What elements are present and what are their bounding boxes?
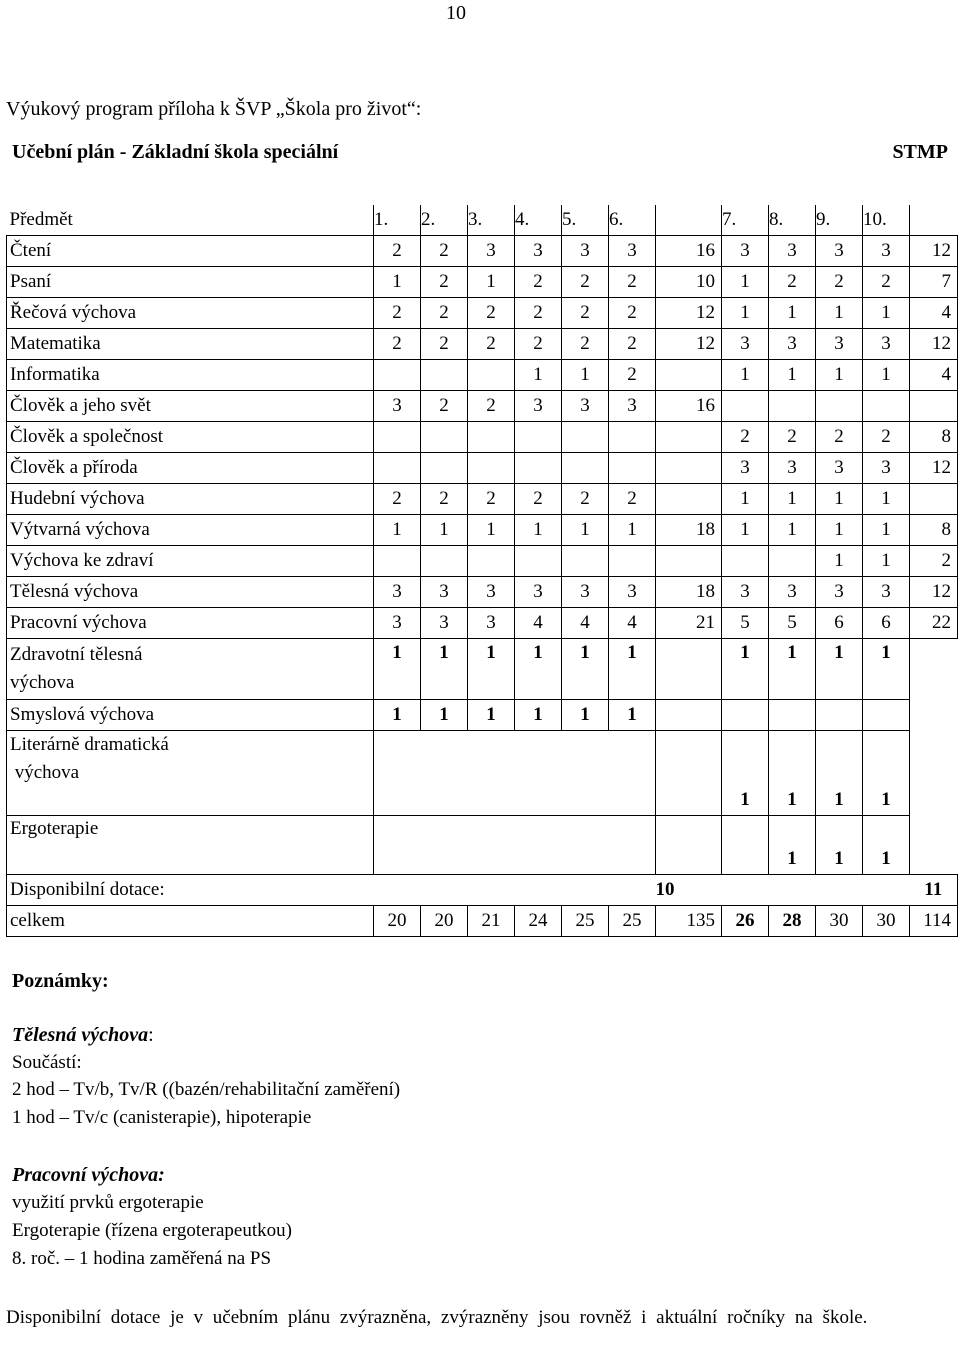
grade-value	[722, 816, 769, 875]
grade-value: 16	[656, 236, 722, 267]
grade-value: 2	[609, 267, 656, 298]
grade-value: 1	[421, 515, 468, 546]
total-value: 30	[816, 906, 863, 937]
grade-value: 2	[562, 329, 609, 360]
grade-value	[515, 546, 562, 577]
grade-value: 1	[374, 267, 421, 298]
grade-value: 4	[562, 608, 609, 639]
grade-value: 1	[722, 267, 769, 298]
grade-value: 1	[863, 546, 910, 577]
subject-name: Člověk a jeho svět	[7, 391, 374, 422]
header-grade: 5.	[562, 205, 609, 236]
grade-value: 3	[421, 577, 468, 608]
header-grade: 7.	[722, 205, 769, 236]
grade-value	[468, 360, 515, 391]
grade-value: 5	[722, 608, 769, 639]
grade-value	[910, 391, 958, 422]
grade-value	[769, 391, 816, 422]
grade-value	[374, 816, 656, 875]
grade-value: 1	[769, 484, 816, 515]
grade-value: 1	[722, 360, 769, 391]
grade-value	[468, 546, 515, 577]
grade-value	[722, 391, 769, 422]
subject-row	[7, 639, 958, 700]
subject-name: Smyslová výchova	[7, 700, 374, 731]
grade-value	[656, 639, 722, 700]
grade-value: 2	[468, 298, 515, 329]
subject-name: Informatika	[7, 360, 374, 391]
grade-value: 2	[562, 484, 609, 515]
total-value: 26	[722, 906, 769, 937]
grade-value: 2	[769, 267, 816, 298]
pv-note-line: Ergoterapie (řízena ergoterapeutkou)	[12, 1220, 292, 1241]
grade-value: 1	[562, 700, 609, 731]
grade-value: 2	[421, 329, 468, 360]
grade-value: 2	[374, 236, 421, 267]
grade-value: 1	[374, 639, 421, 700]
grade-value: 2	[421, 298, 468, 329]
grade-value	[374, 546, 421, 577]
grade-value	[421, 360, 468, 391]
total-value: 25	[609, 906, 656, 937]
grade-value: 16	[656, 391, 722, 422]
disponibilni-label: Disponibilní dotace:	[7, 875, 374, 906]
grade-value	[656, 360, 722, 391]
pv-note-line: využití prvků ergoterapie	[12, 1192, 204, 1213]
grade-value	[769, 700, 816, 731]
total-value: 20	[374, 906, 421, 937]
subject-name: Hudební výchova	[7, 484, 374, 515]
grade-value: 2	[468, 484, 515, 515]
header-grade: 1.	[374, 205, 421, 236]
grade-value: 3	[863, 577, 910, 608]
grade-value: 1	[609, 515, 656, 546]
grade-value: 1	[769, 360, 816, 391]
grade-value: 1	[722, 639, 769, 700]
grade-value: 2	[515, 329, 562, 360]
grade-value: 1	[769, 639, 816, 700]
grade-value: 1	[816, 360, 863, 391]
grade-value: 12	[910, 577, 958, 608]
header-grade: 8.	[769, 205, 816, 236]
grade-value: 3	[374, 577, 421, 608]
grade-value: 6	[816, 608, 863, 639]
grade-value: 1	[609, 639, 656, 700]
grade-value	[910, 484, 958, 515]
grade-value	[769, 546, 816, 577]
grade-value	[374, 422, 421, 453]
subject-name: Ergoterapie	[7, 816, 374, 875]
grade-value	[656, 700, 722, 731]
grade-value: 3	[722, 453, 769, 484]
header-grade: 4.	[515, 205, 562, 236]
grade-value: 1	[468, 267, 515, 298]
header-subject: Předmět	[9, 209, 73, 230]
total-label: celkem	[7, 906, 374, 937]
subject-row	[7, 360, 958, 391]
grade-value: 2	[515, 484, 562, 515]
grade-value: 1	[863, 298, 910, 329]
grade-value: 22	[910, 608, 958, 639]
grade-value: 2	[722, 422, 769, 453]
grade-value	[421, 453, 468, 484]
grade-value: 5	[769, 608, 816, 639]
total-row	[7, 906, 958, 937]
subject-row	[7, 453, 958, 484]
grade-value	[722, 700, 769, 731]
grade-value: 2	[421, 267, 468, 298]
grade-value	[468, 422, 515, 453]
grade-value: 2	[421, 391, 468, 422]
subject-row	[7, 577, 958, 608]
grade-value: 1	[609, 700, 656, 731]
grade-value: 1	[816, 731, 863, 816]
subject-row	[7, 236, 958, 267]
header-grade	[910, 205, 958, 236]
grade-value	[656, 816, 722, 875]
grade-value: 3	[722, 236, 769, 267]
grade-value	[609, 422, 656, 453]
grade-value: 1	[863, 816, 910, 875]
grade-value: 2	[562, 267, 609, 298]
grade-value: 2	[910, 546, 958, 577]
grade-value: 3	[468, 608, 515, 639]
grade-value	[515, 422, 562, 453]
grade-value: 10	[656, 267, 722, 298]
grade-value: 1	[769, 816, 816, 875]
grade-value: 18	[656, 515, 722, 546]
subject-name: Člověk a příroda	[7, 453, 374, 484]
total-value: 25	[562, 906, 609, 937]
grade-value: 3	[374, 391, 421, 422]
total-value: 28	[769, 906, 816, 937]
total-value: 135	[656, 906, 722, 937]
grade-value: 1	[722, 515, 769, 546]
grade-value: 3	[468, 577, 515, 608]
grade-value: 3	[562, 236, 609, 267]
grade-value	[562, 546, 609, 577]
grade-value: 8	[910, 515, 958, 546]
grade-value: 3	[562, 577, 609, 608]
subject-name: Pracovní výchova	[7, 608, 374, 639]
grade-value	[374, 731, 656, 816]
page-number: 10	[446, 2, 466, 24]
grade-value: 3	[769, 329, 816, 360]
grade-value: 12	[910, 453, 958, 484]
grade-value: 1	[816, 546, 863, 577]
grade-value	[910, 816, 958, 875]
grade-value	[722, 875, 910, 906]
subject-row	[7, 484, 958, 515]
subject-row	[7, 731, 958, 816]
subject-row	[7, 546, 958, 577]
grade-value: 7	[910, 267, 958, 298]
grade-value: 1	[816, 484, 863, 515]
grade-value: 1	[863, 515, 910, 546]
grade-value: 2	[769, 422, 816, 453]
grade-value: 1	[374, 700, 421, 731]
disponibilni-row	[7, 875, 958, 906]
grade-value: 1	[816, 298, 863, 329]
grade-value: 3	[863, 329, 910, 360]
grade-value: 3	[374, 608, 421, 639]
grade-value	[656, 546, 722, 577]
tv-note-line: Součástí:	[12, 1052, 82, 1073]
pv-note-line: 8. roč. – 1 hodina zaměřená na PS	[12, 1248, 272, 1269]
grade-value	[421, 546, 468, 577]
document-title: Výukový program příloha k ŠVP „Škola pro život“:	[6, 98, 422, 120]
grade-value: 3	[722, 329, 769, 360]
grade-value: 4	[910, 360, 958, 391]
grade-value	[421, 422, 468, 453]
grade-value: 3	[769, 236, 816, 267]
header-grade	[656, 205, 722, 236]
grade-value	[374, 875, 656, 906]
grade-value: 2	[609, 298, 656, 329]
grade-value: 1	[722, 298, 769, 329]
grade-value: 2	[515, 298, 562, 329]
table-header-row	[7, 205, 958, 236]
grade-value	[562, 422, 609, 453]
grade-value: 2	[816, 267, 863, 298]
grade-value	[468, 453, 515, 484]
subject-row	[7, 515, 958, 546]
grade-value: 3	[562, 391, 609, 422]
subject-row	[7, 267, 958, 298]
grade-value	[863, 391, 910, 422]
pv-note-title: Pracovní výchova:	[12, 1164, 165, 1186]
grade-value: 2	[374, 329, 421, 360]
header-grade: 2.	[421, 205, 468, 236]
grade-value: 12	[656, 329, 722, 360]
grade-value	[816, 391, 863, 422]
header-grade: 3.	[468, 205, 515, 236]
tv-note-title: Tělesná výchova:	[12, 1024, 154, 1046]
grade-value: 1	[468, 639, 515, 700]
grade-value: 3	[769, 577, 816, 608]
grade-value: 3	[468, 236, 515, 267]
grade-value: 4	[609, 608, 656, 639]
grade-value: 1	[863, 731, 910, 816]
tv-note-line: 1 hod – Tv/c (canisterapie), hipoterapie	[12, 1107, 312, 1128]
curriculum-table	[6, 205, 958, 937]
grade-value: 3	[816, 577, 863, 608]
grade-value	[656, 484, 722, 515]
grade-value: 3	[722, 577, 769, 608]
grade-value: 1	[515, 639, 562, 700]
grade-value: 1	[722, 731, 769, 816]
header-grade: 9.	[816, 205, 863, 236]
subject-name: Tělesná výchova	[7, 577, 374, 608]
grade-value: 1	[722, 484, 769, 515]
grade-value: 2	[515, 267, 562, 298]
grade-value	[609, 453, 656, 484]
footer-note: Disponibilní dotace je v učebním plánu zvýrazněna, zvýrazněny jsou rovněž i aktuální ročníky na škole.	[6, 1307, 868, 1328]
grade-value	[515, 453, 562, 484]
grade-value: 2	[863, 422, 910, 453]
grade-value: 2	[609, 329, 656, 360]
total-value: 20	[421, 906, 468, 937]
subject-name: Výchova ke zdraví	[7, 546, 374, 577]
grade-value: 2	[863, 267, 910, 298]
grade-value	[609, 546, 656, 577]
grade-value	[863, 700, 910, 731]
grade-value	[910, 700, 958, 731]
grade-value: 1	[769, 515, 816, 546]
subject-name: Literárně dramatická výchova	[7, 731, 374, 816]
grade-value: 1	[863, 484, 910, 515]
subject-name: Psaní	[7, 267, 374, 298]
grade-value: 1	[816, 639, 863, 700]
grade-value: 4	[515, 608, 562, 639]
grade-value: 1	[515, 360, 562, 391]
grade-value	[656, 731, 722, 816]
grade-value: 1	[374, 515, 421, 546]
grade-value: 2	[374, 484, 421, 515]
grade-value: 2	[468, 391, 515, 422]
grade-value: 1	[468, 700, 515, 731]
grade-value: 6	[863, 608, 910, 639]
subject-name: Matematika	[7, 329, 374, 360]
grade-value: 3	[816, 329, 863, 360]
total-value: 114	[910, 906, 958, 937]
grade-value: 1	[816, 515, 863, 546]
grade-value: 1	[769, 731, 816, 816]
grade-value: 3	[816, 453, 863, 484]
subject-name: Čtení	[7, 236, 374, 267]
grade-value: 1	[421, 639, 468, 700]
grade-value: 3	[609, 391, 656, 422]
grade-value: 2	[609, 484, 656, 515]
grade-value: 3	[609, 236, 656, 267]
notes-heading: Poznámky:	[12, 970, 109, 992]
grade-value: 21	[656, 608, 722, 639]
grade-value: 3	[515, 236, 562, 267]
grade-value	[562, 453, 609, 484]
subject-row	[7, 422, 958, 453]
grade-value: 2	[374, 298, 421, 329]
grade-value: 3	[421, 608, 468, 639]
grade-value: 1	[562, 515, 609, 546]
grade-value	[374, 360, 421, 391]
grade-value: 3	[863, 453, 910, 484]
grade-value: 3	[863, 236, 910, 267]
subject-name: Zdravotní tělesná výchova	[7, 639, 374, 700]
total-value: 30	[863, 906, 910, 937]
subject-row	[7, 608, 958, 639]
grade-value: 1	[515, 700, 562, 731]
grade-value: 1	[421, 700, 468, 731]
grade-value: 3	[515, 391, 562, 422]
grade-value: 12	[910, 329, 958, 360]
subject-name: Člověk a společnost	[7, 422, 374, 453]
grade-value	[910, 731, 958, 816]
grade-value: 1	[562, 639, 609, 700]
subject-row	[7, 700, 958, 731]
grade-value: 1	[863, 360, 910, 391]
disponibilni-value: 11	[910, 875, 958, 906]
grade-value	[656, 453, 722, 484]
grade-value: 8	[910, 422, 958, 453]
subject-row	[7, 329, 958, 360]
grade-value: 3	[769, 453, 816, 484]
grade-value: 3	[515, 577, 562, 608]
subject-name: Řečová výchova	[7, 298, 374, 329]
header-grade: 10.	[863, 205, 910, 236]
grade-value: 1	[769, 298, 816, 329]
tv-note-line: 2 hod – Tv/b, Tv/R ((bazén/rehabilitační zaměření)	[12, 1079, 401, 1100]
document-subtitle: Učební plán - Základní škola speciální	[12, 141, 339, 163]
grade-value: 1	[562, 360, 609, 391]
total-value: 21	[468, 906, 515, 937]
grade-value: 2	[609, 360, 656, 391]
grade-value	[374, 453, 421, 484]
grade-value: 18	[656, 577, 722, 608]
disponibilni-value: 10	[656, 875, 722, 906]
grade-value: 1	[863, 639, 910, 700]
grade-value: 4	[910, 298, 958, 329]
grade-value: 2	[421, 484, 468, 515]
grade-value: 2	[468, 329, 515, 360]
subject-row	[7, 816, 958, 875]
grade-value: 12	[910, 236, 958, 267]
grade-value	[656, 422, 722, 453]
subject-row	[7, 298, 958, 329]
grade-value: 2	[816, 422, 863, 453]
grade-value: 3	[816, 236, 863, 267]
grade-value: 1	[468, 515, 515, 546]
subject-row	[7, 391, 958, 422]
subject-name: Výtvarná výchova	[7, 515, 374, 546]
grade-value	[816, 700, 863, 731]
grade-value	[910, 639, 958, 700]
grade-value	[722, 546, 769, 577]
grade-value: 1	[816, 816, 863, 875]
grade-value: 12	[656, 298, 722, 329]
grade-value: 1	[515, 515, 562, 546]
header-grade: 6.	[609, 205, 656, 236]
grade-value: 2	[421, 236, 468, 267]
total-value: 24	[515, 906, 562, 937]
grade-value: 3	[609, 577, 656, 608]
grade-value: 2	[562, 298, 609, 329]
stmp-label: STMP	[892, 141, 948, 163]
